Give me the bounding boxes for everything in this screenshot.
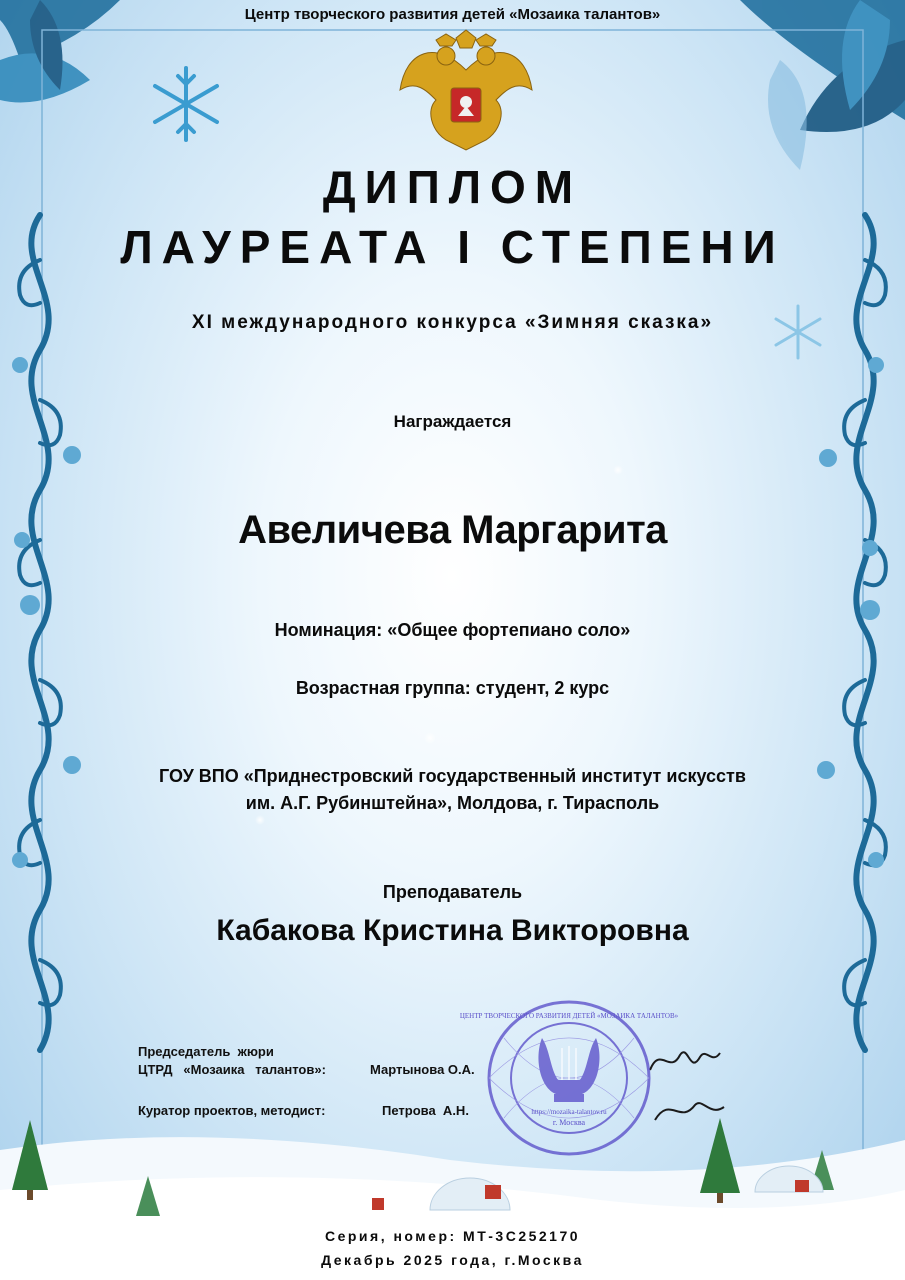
- diploma-degree: ЛАУРЕАТА I СТЕПЕНИ: [120, 221, 785, 273]
- stamp-site: https://mozaika-talantov.ru: [531, 1108, 607, 1116]
- teacher-name: Кабакова Кристина Викторовна: [216, 914, 689, 947]
- chair-org: ЦТРД «Мозаика талантов»:: [138, 1062, 326, 1077]
- chair-name: Мартынова О.А.: [370, 1062, 475, 1077]
- contest-name: XI международного конкурса «Зимняя сказка»: [191, 312, 714, 333]
- diploma-title: ДИПЛОМ: [322, 161, 583, 213]
- coat-of-arms-icon: [396, 30, 536, 160]
- gift-icon: [372, 1198, 384, 1210]
- stamp-top-text: ЦЕНТР ТВОРЧЕСКОГО РАЗВИТИЯ ДЕТЕЙ «МОЗАИКА ТАЛАНТОВ»: [459, 1012, 679, 1020]
- series-number: Серия, номер: МТ-3С252170: [324, 1228, 581, 1244]
- official-stamp: [459, 998, 679, 1158]
- gift-icon: [795, 1180, 809, 1192]
- christmas-tree-icon: [700, 1118, 740, 1203]
- awarded-label: Награждается: [393, 412, 512, 431]
- age-group: Возрастная группа: студент, 2 курс: [295, 678, 610, 698]
- gift-icon: [485, 1185, 501, 1199]
- stamp-city: г. Москва: [552, 1118, 586, 1127]
- snowflake-icon: [155, 68, 217, 140]
- teacher-label: Преподаватель: [382, 882, 523, 902]
- issue-date: Декабрь 2025 года, г.Москва: [321, 1252, 584, 1268]
- chair-label: Председатель жюри: [138, 1044, 274, 1059]
- nomination: Номинация: «Общее фортепиано соло»: [274, 620, 631, 640]
- institution-line2: им. А.Г. Рубинштейна», Молдова, г. Тирасполь: [245, 793, 660, 813]
- curator-role: Куратор проектов, методист:: [138, 1103, 326, 1118]
- recipient-name: Авеличева Маргарита: [238, 508, 667, 552]
- curator-name: Петрова А.Н.: [382, 1103, 469, 1118]
- institution-line1: ГОУ ВПО «Приднестровский государственный институт искусств: [159, 766, 746, 786]
- organizer-header: Центр творческого развития детей «Мозаика талантов»: [244, 6, 661, 23]
- corner-leaves-top-right: [740, 0, 905, 170]
